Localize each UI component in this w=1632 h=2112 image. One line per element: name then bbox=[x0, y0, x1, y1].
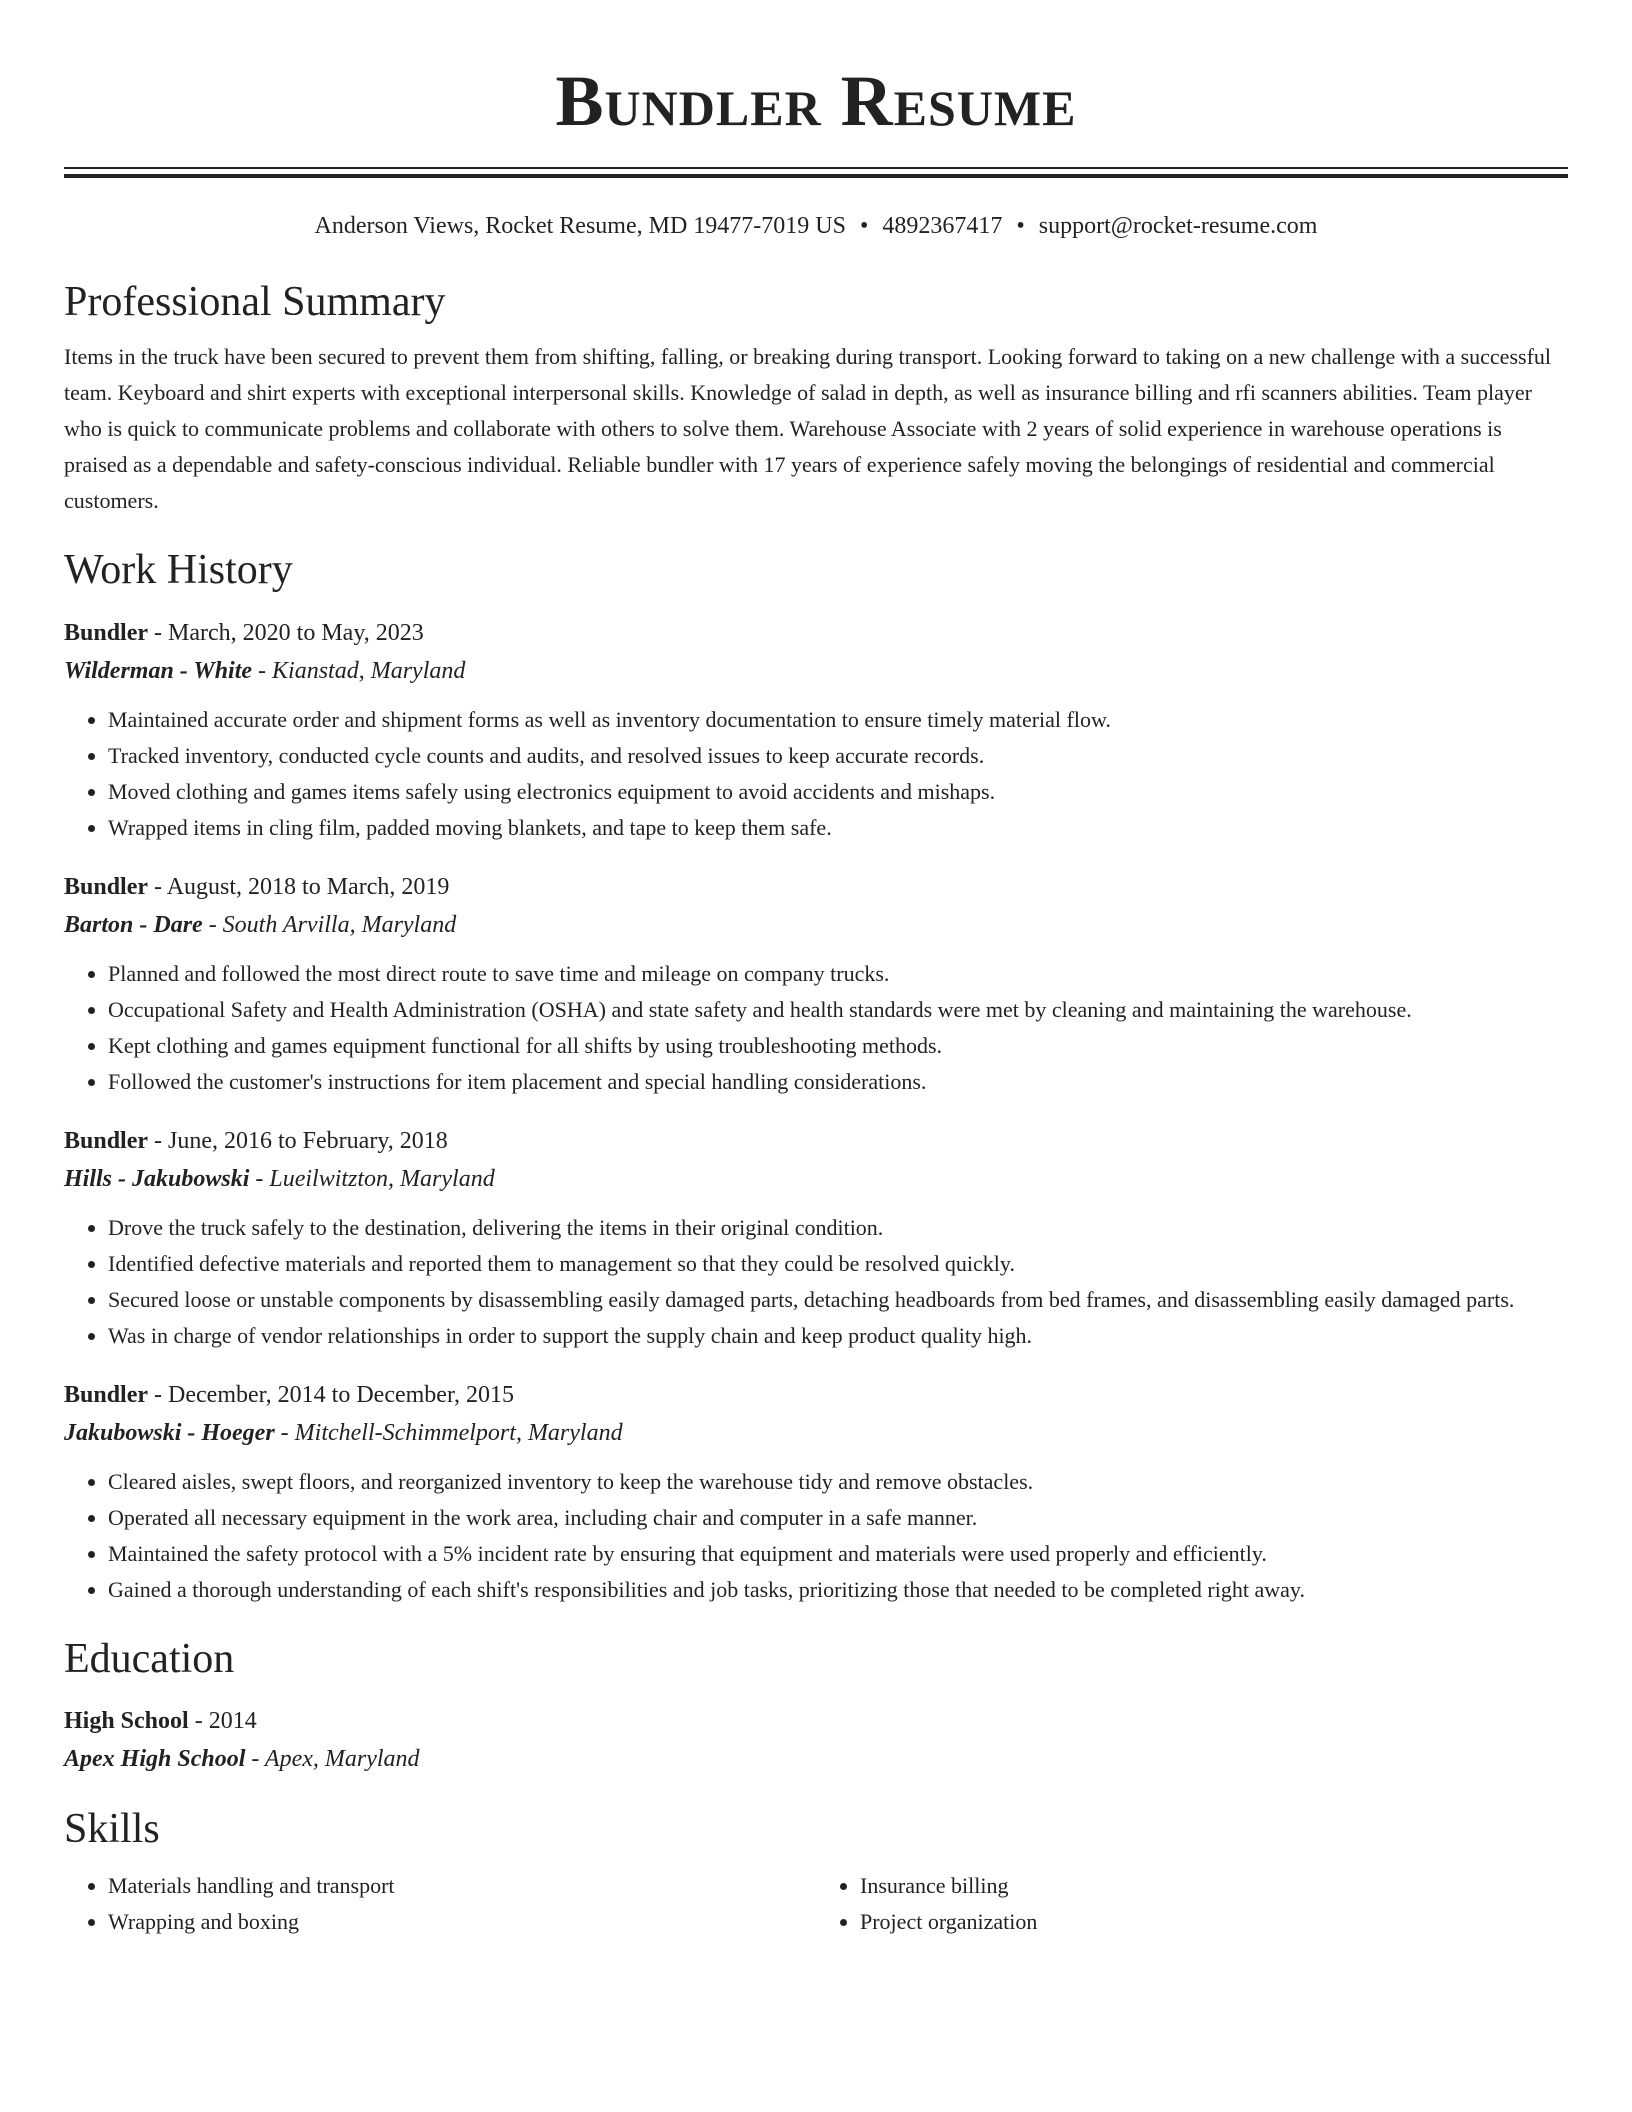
contact-phone: 4892367417 bbox=[882, 213, 1003, 239]
job-bullet: • Tracked inventory, conducted cycle counts and audits, and resolved issues to keep accurate records. bbox=[108, 738, 1568, 774]
job-role: Bundler bbox=[64, 1381, 149, 1408]
job-bullet: • Occupational Safety and Health Administration (OSHA) and state safety and health standards were met by cleaning and maintaining the warehouse. bbox=[108, 992, 1568, 1028]
education-degree-line bbox=[64, 1702, 1568, 1740]
contact-email: support@rocket-resume.com bbox=[1038, 213, 1318, 239]
contact-separator: • bbox=[1016, 213, 1025, 239]
job-location: - Kianstad, Maryland bbox=[252, 657, 466, 684]
job-role: Bundler bbox=[64, 873, 149, 900]
contact-separator: • bbox=[859, 213, 869, 239]
job-bullets bbox=[64, 1464, 1568, 1608]
job-company-line bbox=[64, 1160, 1568, 1198]
job-dates: - March, 2020 to May, 2023 bbox=[148, 619, 424, 646]
contact-address: Anderson Views, Rocket Resume, MD 19477-7019 US bbox=[314, 213, 846, 239]
job-title-line bbox=[64, 868, 1568, 906]
job-entry bbox=[64, 1122, 1568, 1354]
job-bullet: • Cleared aisles, swept floors, and reorganized inventory to keep the warehouse tidy and remove obstacles. bbox=[108, 1464, 1568, 1500]
education-school: Apex High School bbox=[64, 1745, 246, 1772]
education-heading: Education bbox=[64, 1635, 235, 1682]
skill-item: • Project organization bbox=[860, 1904, 1568, 1940]
skills-heading: Skills bbox=[64, 1805, 160, 1852]
education-year: - 2014 bbox=[188, 1707, 257, 1734]
job-bullet: • Secured loose or unstable components by disassembling easily damaged parts, detaching headboards from bed frames, and disassembling easily damaged parts. bbox=[108, 1282, 1568, 1318]
summary-heading: Professional Summary bbox=[64, 278, 446, 325]
job-entry bbox=[64, 1376, 1568, 1608]
job-dates: - December, 2014 to December, 2015 bbox=[148, 1381, 514, 1408]
education-location: - Apex, Maryland bbox=[245, 1745, 420, 1772]
skills-column-left bbox=[64, 1868, 816, 1940]
job-dates: - June, 2016 to February, 2018 bbox=[148, 1127, 448, 1154]
job-bullet: • Wrapped items in cling film, padded moving blankets, and tape to keep them safe. bbox=[108, 810, 1568, 846]
job-company-line bbox=[64, 1414, 1568, 1452]
education-school-line bbox=[64, 1740, 1568, 1778]
job-bullet: • Gained a thorough understanding of each shift's responsibilities and job tasks, prioritizing those that needed to be completed right away. bbox=[108, 1572, 1568, 1608]
education-entry bbox=[64, 1702, 1568, 1778]
job-role: Bundler bbox=[64, 619, 149, 646]
job-bullet: • Was in charge of vendor relationships in order to support the supply chain and keep product quality high. bbox=[108, 1318, 1568, 1354]
contact-line bbox=[64, 212, 1568, 241]
job-company: Jakubowski - Hoeger bbox=[64, 1419, 275, 1446]
job-company-line bbox=[64, 906, 1568, 944]
job-location: - Mitchell-Schimmelport, Maryland bbox=[274, 1419, 623, 1446]
job-company: Wilderman - White bbox=[64, 657, 253, 684]
job-company: Barton - Dare bbox=[64, 911, 203, 938]
job-bullet: • Operated all necessary equipment in the work area, including chair and computer in a safe manner. bbox=[108, 1500, 1568, 1536]
summary-text: Items in the truck have been secured to prevent them from shifting, falling, or breaking during transport. Looking forward to taking on a new challenge with a successful team. Keyboard and shirt experts with exceptional interpersonal skills. Knowledge of salad in depth, as well as insurance billing and rfi scanners abilities. Team player who is quick to communicate problems and collaborate with others to solve them. Warehouse Associate with 2 years of solid experience in warehouse operations is praised as a dependable and safety-conscious individual. Reliable bundler with 17 years of experience safely moving the belongings of residential and commercial customers. bbox=[64, 344, 1552, 514]
skill-item: • Wrapping and boxing bbox=[108, 1904, 816, 1940]
job-title-line bbox=[64, 1122, 1568, 1160]
job-location: - South Arvilla, Maryland bbox=[202, 911, 457, 938]
job-bullet: • Maintained accurate order and shipment forms as well as inventory documentation to ensure timely material flow. bbox=[108, 702, 1568, 738]
job-bullets bbox=[64, 1210, 1568, 1354]
skills-grid bbox=[64, 1868, 1568, 1940]
job-bullet: • Drove the truck safely to the destination, delivering the items in their original condition. bbox=[108, 1210, 1568, 1246]
job-bullet: • Followed the customer's instructions for item placement and special handling considerations. bbox=[108, 1064, 1568, 1100]
job-entry bbox=[64, 868, 1568, 1100]
job-bullet: • Planned and followed the most direct route to save time and mileage on company trucks. bbox=[108, 956, 1568, 992]
skills-column-right bbox=[816, 1868, 1568, 1940]
job-bullets bbox=[64, 702, 1568, 846]
job-bullet: • Kept clothing and games equipment functional for all shifts by using troubleshooting methods. bbox=[108, 1028, 1568, 1064]
job-bullet: • Moved clothing and games items safely using electronics equipment to avoid accidents and mishaps. bbox=[108, 774, 1568, 810]
job-role: Bundler bbox=[64, 1127, 149, 1154]
job-bullet: • Maintained the safety protocol with a 5% incident rate by ensuring that equipment and materials were used properly and efficiently. bbox=[108, 1536, 1568, 1572]
skill-item: • Insurance billing bbox=[860, 1868, 1568, 1904]
resume-name: Bundler Resume bbox=[555, 61, 1077, 141]
job-bullet: • Identified defective materials and reported them to management so that they could be resolved quickly. bbox=[108, 1246, 1568, 1282]
job-company-line bbox=[64, 652, 1568, 690]
job-bullets bbox=[64, 956, 1568, 1100]
resume-page bbox=[64, 0, 1568, 1940]
job-title-line bbox=[64, 1376, 1568, 1414]
job-location: - Lueilwitzton, Maryland bbox=[249, 1165, 495, 1192]
job-company: Hills - Jakubowski bbox=[64, 1165, 250, 1192]
job-dates: - August, 2018 to March, 2019 bbox=[148, 873, 450, 900]
education-degree: High School bbox=[64, 1707, 189, 1734]
job-entry bbox=[64, 614, 1568, 846]
header-double-rule bbox=[64, 167, 1568, 178]
skill-item: • Materials handling and transport bbox=[108, 1868, 816, 1904]
job-title-line bbox=[64, 614, 1568, 652]
work-history-heading: Work History bbox=[64, 547, 293, 594]
